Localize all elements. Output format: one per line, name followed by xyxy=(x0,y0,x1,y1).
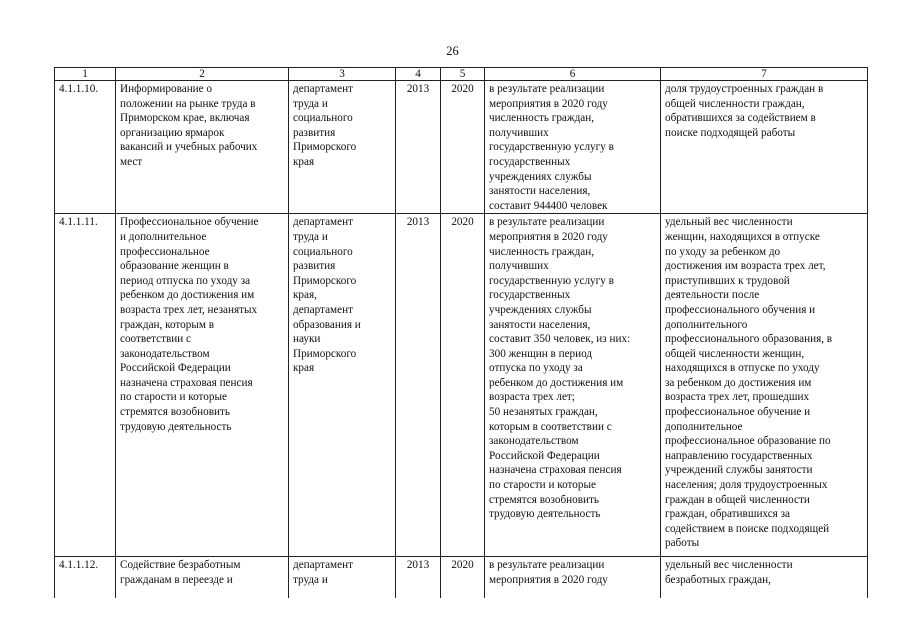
start-year: 2013 xyxy=(396,214,441,557)
start-year: 2013 xyxy=(396,557,441,599)
executor: департамент труда и xyxy=(289,557,396,599)
column-header: 6 xyxy=(485,68,661,81)
expected-result: в результате реализации мероприятия в 2020 году xyxy=(485,557,661,599)
column-header: 3 xyxy=(289,68,396,81)
activity-name: Информирование о положении на рынке труда в Приморском крае, включая организацию ярмарок вакансий и учебных рабочих мест xyxy=(116,81,289,214)
end-year: 2020 xyxy=(441,214,485,557)
end-year: 2020 xyxy=(441,81,485,214)
table-row xyxy=(55,214,868,557)
column-header: 2 xyxy=(116,68,289,81)
expected-result: в результате реализации мероприятия в 2020 году численность граждан, получивших государственную услугу в государственных учреждениях службы занятости населения, составит 350 человек, из них: 300 женщин в период отпуска по уходу за ребенком до достижения им возраста трех лет; 50 незанятых граждан, которым в соответствии с законодательством Российской Федерации назначена страховая пенсия по старости и которые стремятся возобновить трудовую деятельность xyxy=(485,214,661,557)
indicator: удельный вес численности женщин, находящихся в отпуске по уходу за ребенком до достижения им возраста трех лет, приступивших к трудовой деятельности после профессионального обучения и дополнительного профессионального образования, в общей численности женщин, находящихся в отпуске по уходу за ребенком до достижения им возраста трех лет, прошедших профессиональное обучение и дополнительное профессиональное образование по направлению государственных учреждений службы занятости населения; доля трудоустроенных граждан в общей численности граждан, обратившихся за содействием в поиске подходящей работы xyxy=(661,214,868,557)
activity-name: Профессиональное обучение и дополнительное профессиональное образование женщин в период отпуска по уходу за ребенком до достижения им возраста трех лет, незанятых граждан, которым в соответствии с законодательством Российской Федерации назначена страховая пенсия по старости и которые стремятся возобновить трудовую деятельность xyxy=(116,214,289,557)
table-header-row xyxy=(55,68,868,81)
end-year: 2020 xyxy=(441,557,485,599)
column-header: 1 xyxy=(55,68,116,81)
start-year: 2013 xyxy=(396,81,441,214)
indicator: удельный вес численности безработных граждан, xyxy=(661,557,868,599)
activity-code: 4.1.1.10. xyxy=(55,81,116,214)
column-header: 5 xyxy=(441,68,485,81)
column-header: 7 xyxy=(661,68,868,81)
page-number: 26 xyxy=(446,44,459,58)
program-activities-table xyxy=(54,67,868,598)
activity-code: 4.1.1.12. xyxy=(55,557,116,599)
activity-name: Содействие безработным гражданам в переезде и xyxy=(116,557,289,599)
expected-result: в результате реализации мероприятия в 2020 году численность граждан, получивших государственную услугу в государственных учреждениях службы занятости населения, составит 944400 человек xyxy=(485,81,661,214)
table-row xyxy=(55,81,868,214)
column-header: 4 xyxy=(396,68,441,81)
indicator: доля трудоустроенных граждан в общей численности граждан, обратившихся за содействием в поиске подходящей работы xyxy=(661,81,868,214)
executor: департамент труда и социального развития Приморского края xyxy=(289,81,396,214)
executor: департамент труда и социального развития Приморского края, департамент образования и науки Приморского края xyxy=(289,214,396,557)
table-row xyxy=(55,557,868,599)
activity-code: 4.1.1.11. xyxy=(55,214,116,557)
